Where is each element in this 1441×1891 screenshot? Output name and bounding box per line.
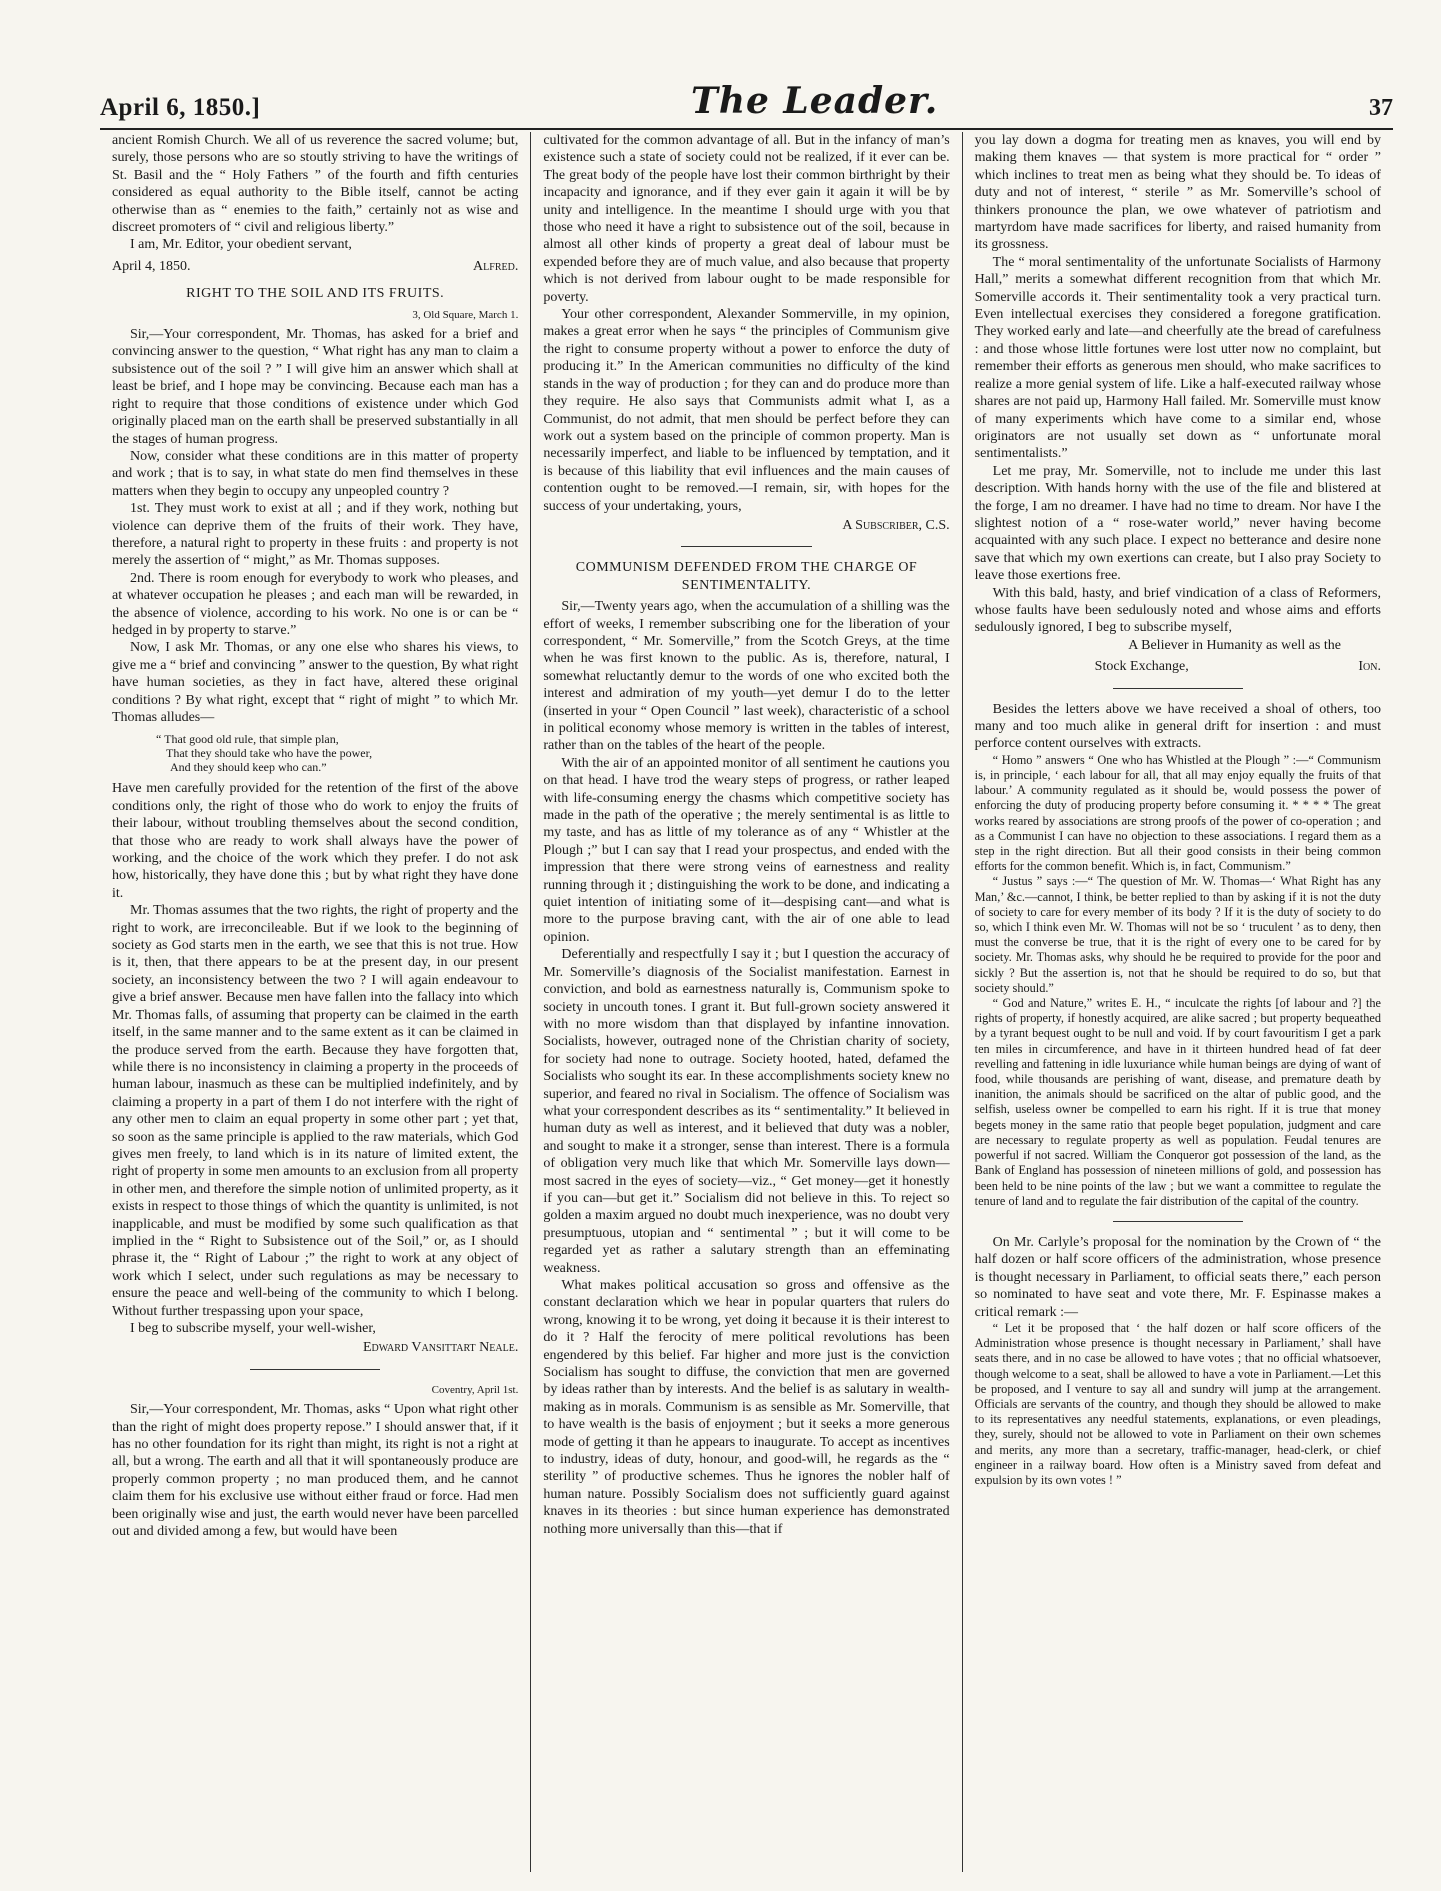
paragraph: With the air of an appointed monitor of all sentiment he cautions you on that head. I have trod the weary steps of progress, or rather leaped with life-consuming energy the chasms which competitive society has made in the path of the operative ; the merely sentimental is as little to my taste, and has as little of my tolerance as of any “ Whistler at the Plough ;” but I can say that I read your prospectus, and ended with the impression that there were strong veins of earnestness and reality running through it ; distinguishing the work to be done, and indicating a quiet intention of initiating some of it—despising cant—and what is more to the purpose braving cant, with the air of one able to lead opinion.: [543, 755, 950, 945]
column-1: [100, 132, 530, 1872]
letter-date: April 4, 1850.: [112, 258, 191, 274]
signer-name: Edward Vansittart Neale.: [362, 1340, 519, 1356]
article-heading: COMMUNISM DEFENDED FROM THE CHARGE OF SENTIMENTALITY.: [575, 560, 918, 593]
signer-name: Alfred.: [473, 258, 519, 274]
paragraph: Besides the letters above we have received a shoal of others, too many and too much alike in general drift for insertion : and must perforce content ourselves with extracts.: [974, 701, 1381, 752]
paragraph: Deferentially and respectfully I say it ; but I question the accuracy of Mr. Somerville’s diagnosis of the Socialist manifestation. Earnest in conviction, and bold as earnestness naturally is, Communism spoke to society in uncouth tones. I grant it. But full-grown society answered it with no more wisdom than that displayed by infantine innovation. Socialists, however, outraged none of the Christian charity of society, for society had none to outrage. Society hooted, hated, defamed the Socialists who sought its ear. In these accomplishments society knew no superior, and feared no rival in Socialism. The offence of Socialism was what your correspondent describes as its “ sentimentality.” It believed in human duty as well as interest, and it believed that duty was a nobler, and sought to make it a stronger, sense than interest. There is a formula of obligation very much like that which Mr. Somerville lays down—most sacred in the eyes of society—viz., “ Get money—get it honestly if you can—but get it.” Socialism did not believe in this. To reject so golden a maxim argued no doubt much inexperience, was no doubt very presumptuous, utopian and “ sentimental ” ; but it will come to be regarded yet as rather a salutary strength than an effeminating weakness.: [543, 947, 950, 1276]
section-rule: [1113, 688, 1243, 689]
column-2: [530, 132, 961, 1872]
paragraph: What makes political accusation so gross and offensive as the constant declaration which we hear in popular quarters that rulers do wrong, knowing it to be wrong, yet doing it because it is their interest to do it ? Half the ferocity of mere political revolutions has been engendered by this belief. Far higher and more just is the conviction Socialism has sought to diffuse, the conviction that men are governed by ideas rather than by interests. And the belief is as salutary in wealth-making as in morals. Communism is as sensible as Mr. Somerville, that to have wealth is the basis of enjoyment ; but it seeks a more generous mode of getting it than he appears to inaugurate. To accept as incentives to industry, ideas of duty, honour, and good-will, he regards as the “ sterility ” of productive schemes. Thus he ignores the nobler half of human nature. Possibly Socialism does not sufficiently guard against knaves in its theories : but since human experience has demonstrated nothing more universally than this—that if: [543, 1278, 950, 1537]
signature-line: A Believer in Humanity as well as the: [1128, 637, 1341, 653]
masthead: [100, 82, 1393, 130]
paragraph: Sir,—Twenty years ago, when the accumulation of a shilling was the effort of weeks, I remember subscribing one for the liberation of your correspondent, “ Mr. Somerville,” from the Scotch Greys, at the time when he was first known to the public. As is, therefore, natural, I somewhat reluctantly demur to the words of one who excited both the interest and admiration of my youth—yet demur I do to the letter (inserted in your “ Open Council ” last week), characteristic of a school in political economy whose memory is written in the tables of interest, rather than on the tables of the heart of the people.: [543, 599, 950, 754]
page-number: 37: [1369, 95, 1393, 121]
newspaper-title: The Leader.: [691, 80, 939, 122]
paragraph: Let me pray, Mr. Somerville, not to include me under this last description. With hands horny with the use of the file and blistered at the forge, I am no dreamer. I have had no time to dream. Nor have I the slightest notion of a “ rose-water world,” never having become acquainted with any such place. I expect no betterance and desire none save that which my own exertions can create, but I also pray Society to leave those exertions free.: [974, 463, 1381, 584]
extract: “ God and Nature,” writes E. H., “ inculcate the rights [of labour and ?] the rights of property, if honestly acquired, are alike sacred ; but property bequeathed by a tyrant bequest ought to be null and void. If by court favouritism I get a park ten miles in circumference, and have in it thirteen hundred head of fat deer revelling and fattening in idle luxuriance while human beings are dying of want of food, while thousands are perishing of want, disease, and premature death by inanition, the animals should be sacrificed on the altar of public good, and the selfish, useless owner be compelled to earn his right. If it is true that money begets money in the same ratio that people beget population, judgment and care are necessary to regulate property as well as population. Feudal tenures are powerful if not sacred. William the Conqueror got possession of the land, as the Bank of England has possession of nineteen millions of gold, and possession has been held to be nine points of the law ; but we want a committee to regulate the tenure of land and to regulate the fair distribution of the capital of the country.: [974, 996, 1381, 1208]
signer-name: A Subscriber, C.S.: [842, 517, 950, 533]
signature-line: [112, 258, 518, 275]
extract: “ Justus ” says :—“ The question of Mr. W. Thomas—‘ What Right has any Man,’ &c.—cannot, I think, be better replied to than by asking if it is not the duty of society to care for every member of its body ? If it is the duty of society to do so, which I think even Mr. W. Thomas will not be so ‘ truculent ’ as to deny, then must the converse be true, that it is the right of every one to be cared for by society. Mr. Thomas asks, why should he be required to provide for the poor and sickly ? But the assertion is, not that he should be required to do so, but that society should.”: [974, 874, 1381, 995]
paragraph: you lay down a dogma for treating men as knaves, you will end by making them knaves — that system is more practical for “ order ” which inclines to treat men as being what they should be. To ideas of duty and not of interest, “ sterile ” as Mr. Somerville’s school of thinkers pronounce the plan, we owe whatever of patriotism and martyrdom have made sacrifices for liberty, and raised humanity from its grossness.: [974, 133, 1381, 253]
column-3: [962, 132, 1393, 1872]
dateline: 3, Old Square, March 1.: [412, 308, 519, 321]
extract: “ Homo ” answers “ One who has Whistled at the Plough ” :—“ Communism is, in principle, ‘ each labour for all, that all may enjoy equally the fruits of that labour.’ A community regulated as it should be, would possess the power of enforcing the duty of producing property before consuming it. * * * * The great works reared by associations are strong proofs of the power of co-operation ; and as a Communist I can have no objection to these associations. I regard them as a step in the right direction. But all their good consists in their being common efforts for the common benefit. Which is, in fact, Communism.”: [974, 752, 1381, 874]
verse-quote: [156, 732, 518, 774]
paragraph: Mr. Thomas assumes that the two rights, the right of property and the right to work, are irreconcileable. But if we look to the beginning of society as God starts men in the earth, we see that this is not true. How is it, then, that there appears to be at the present day, in our present society, an inconsistency between the two ? I will again endeavour to give a brief answer. Because men have fallen into the fallacy into which Mr. Thomas falls, of assuming that property can be claimed in the earth itself, in the same manner and to the same extent as it can be claimed in the produce served from the earth. Because they have forgotten that, while there is no inconsistency in claiming a property in the proceeds of human labour, inasmuch as these can be multiplied indefinitely, and by claiming a property in a part of them I do not interfere with the right of any other men to claim an equal property in some other part ; yet that, so soon as the same principle is applied to the raw materials, which God gives men freely, to land which is in its nature of limited extent, the right of property in some men amounts to an exclusion from all property in other men, and therefore the simple notion of unlimited property, as it exists in respect to those things of which the quantity is unlimited, is not inapplicable, and must be modified by some such qualification as that implied in the “ Right to Subsistence out of the Soil,” or, as I should phrase it, the “ Right of Labour ;” the right to work at any object of work which I select, under such regulations as may be necessary to ensure the peace and well-being of the community to which I belong. Without further trespassing upon your space,: [112, 903, 519, 1319]
paragraph: cultivated for the common advantage of all. But in the infancy of man’s existence such a state of society could not be realized, if it ever can be. The great body of the people have lost their common birthright by their incapacity and ignorance, and if they ever gain it again it will be by unity and intelligence. In the meantime I should urge with you that those who need it have a right to subsistence out of the soil, because in almost all other kinds of property a great deal of labour must be expended before they are of much value, and also because that property which is not derived from labour ought to be made responsible for poverty.: [543, 133, 950, 305]
verse-line: That they should take who have the power,: [166, 746, 373, 761]
article-heading: RIGHT TO THE SOIL AND ITS FRUITS.: [186, 286, 445, 302]
extract: “ Let it be proposed that ‘ the half dozen or half score officers of the Administration whose presence is thought necessary in Parliament,’ shall have seats there, and in no case be allowed to have votes ; that no official whatsoever, though welcome to a seat, shall be allowed to have a vote in Parliament.—Let this be proposed, and I venture to say all and sundry will jump at the arrangement. Officials are servants of the country, and though they should be allowed to make to its representatives any needful statements, explanations, or even pleadings, they, surely, should not be allowed to vote in Parliament on their own schemes and merits, any more than a secretary, traffic-manager, head-clerk, or chief engineer in a railway board. How often is a Ministry saved from defeat and expulsion by its own votes ! ”: [974, 1320, 1381, 1487]
section-rule: [681, 546, 811, 547]
paragraph: 1st. They must work to exist at all ; and if they work, nothing but violence can deprive them of the fruits of their work. They have, therefore, a natural right to property in these fruits : and property is not merely the assertion of “ might,” as Mr. Thomas supposes.: [112, 501, 519, 569]
paragraph: Sir,—Your correspondent, Mr. Thomas, has asked for a brief and convincing answer to the question, “ What right has any man to claim a subsistence out of the soil ? ” I will give him an answer which shall at least be brief, and I hope may be convincing. Because each man has a right to require that those conditions of existence under which God originally placed man on the earth shall be preserved substantially in all the stages of human progress.: [112, 327, 519, 447]
issue-date: April 6, 1850.]: [100, 94, 261, 121]
signer-name: Ion.: [1358, 659, 1381, 675]
paragraph: Now, consider what these conditions are in this matter of property and work ; that is to say, in what state do men find themselves in these matters when they begin to occupy any unpeopled country ?: [112, 448, 519, 499]
paragraph: ancient Romish Church. We all of us reverence the sacred volume; but, surely, those persons who are so stoutly striving to have the writings of St. Basil and the “ Holy Fathers ” of the fourth and fifth centuries considered as equal authority to the Bible itself, cannot be acting otherwise than as “ enemies to the faith,” certainly not as wise and discreet promoters of “ civil and religious liberty.”: [112, 133, 519, 236]
signature-line: [975, 658, 1381, 675]
paragraph: With this bald, hasty, and brief vindication of a class of Reformers, whose faults have been sedulously noted and whose aims and efforts sedulously ignored, I beg to subscribe myself,: [974, 585, 1381, 636]
closing-line: I beg to subscribe myself, your well-wisher,: [130, 1321, 376, 1336]
signer-title: Stock Exchange,: [1094, 659, 1189, 675]
dateline: Coventry, April 1st.: [431, 1383, 519, 1396]
paragraph: Now, I ask Mr. Thomas, or any one else who shares his views, to give me a “ brief and convincing ” answer to the question, By what right have human societies, as they in fact have, altered these original conditions ? By what right, except that “ right of might ” to which Mr. Thomas alludes—: [112, 640, 519, 725]
section-rule: [1113, 1221, 1243, 1222]
verse-line: “ That good old rule, that simple plan,: [156, 732, 339, 747]
paragraph: Have men carefully provided for the retention of the first of the above conditions only, the right of those who do work to enjoy the fruits of their labour, without troubling themselves about the second condition, that those who are ready to work shall always have the power of working, and the choice of the work which they prefer. I do not ask how, historically, they have done this ; but by what right they have done it.: [112, 781, 519, 901]
paragraph: Sir,—Your correspondent, Mr. Thomas, asks “ Upon what right other than the right of might does property repose.” I should answer that, if it has no other foundation for its right than might, its right is not a right at all, but a wrong. The earth and all that it will spontaneously produce are properly common property ; no man produced them, and he cannot claim them for his exclusive use without either fraud or force. Had men been originally wise and just, the earth would never have been parcelled out and divided among a few, but would have been: [112, 1402, 519, 1540]
paragraph: The “ moral sentimentality of the unfortunate Socialists of Harmony Hall,” merits a somewhat different recognition from that which Mr. Somerville accords it. Their sentimentality took a very practical turn. Even intellectual exercises they considered a foregone gratification. They worked early and late—and cheerfully ate the bread of carefulness : and those whose little fortunes were lost utter now no complaint, but remember their efforts as generous men should, who make sacrifices to realize a more genial system of life. Like a half-executed railway whose shares are not paid up, Harmony Hall failed. Mr. Somerville must know of many experiments which have come to a similar end, whose originators are not usually set down as “ unfortunate moral sentimentalists.”: [974, 254, 1381, 462]
verse-line: And they should keep who can.”: [170, 760, 327, 775]
article-columns: [100, 132, 1393, 1872]
section-rule: [250, 1369, 380, 1370]
closing-line: I am, Mr. Editor, your obedient servant,: [130, 237, 352, 253]
paragraph: On Mr. Carlyle’s proposal for the nomination by the Crown of “ the half dozen or half score officers of the administration, whose presence is thought necessary in Parliament, to official seats there,” each person so nominated to have seat and vote there, Mr. F. Espinasse makes a critical remark :—: [974, 1234, 1381, 1320]
paragraph: 2nd. There is room enough for everybody to work who pleases, and at whatever occupation he pleases ; and each man will be rewarded, in the absence of violence, according to his work. No one is or can be “ hedged in by property to starve.”: [112, 570, 519, 638]
paragraph: Your other correspondent, Alexander Sommerville, in my opinion, makes a great error when he says “ the principles of Communism give the right to consume property without a power to enforce the duty of producing it.” In the American communities no difficulty of the kind stands in the way of production ; for they can and do produce more than they require. He also says that Communists admit what I, as a Communist, do not admit, that men should be perfect before they can work out a system based on the principle of common property. Man is necessarily imperfect, and liable to be influenced by temptation, and it is because of this liability that evil influences and the main causes of contention ought to be removed.—I remain, sir, with hopes for the success of your undertaking, yours,: [543, 307, 950, 514]
